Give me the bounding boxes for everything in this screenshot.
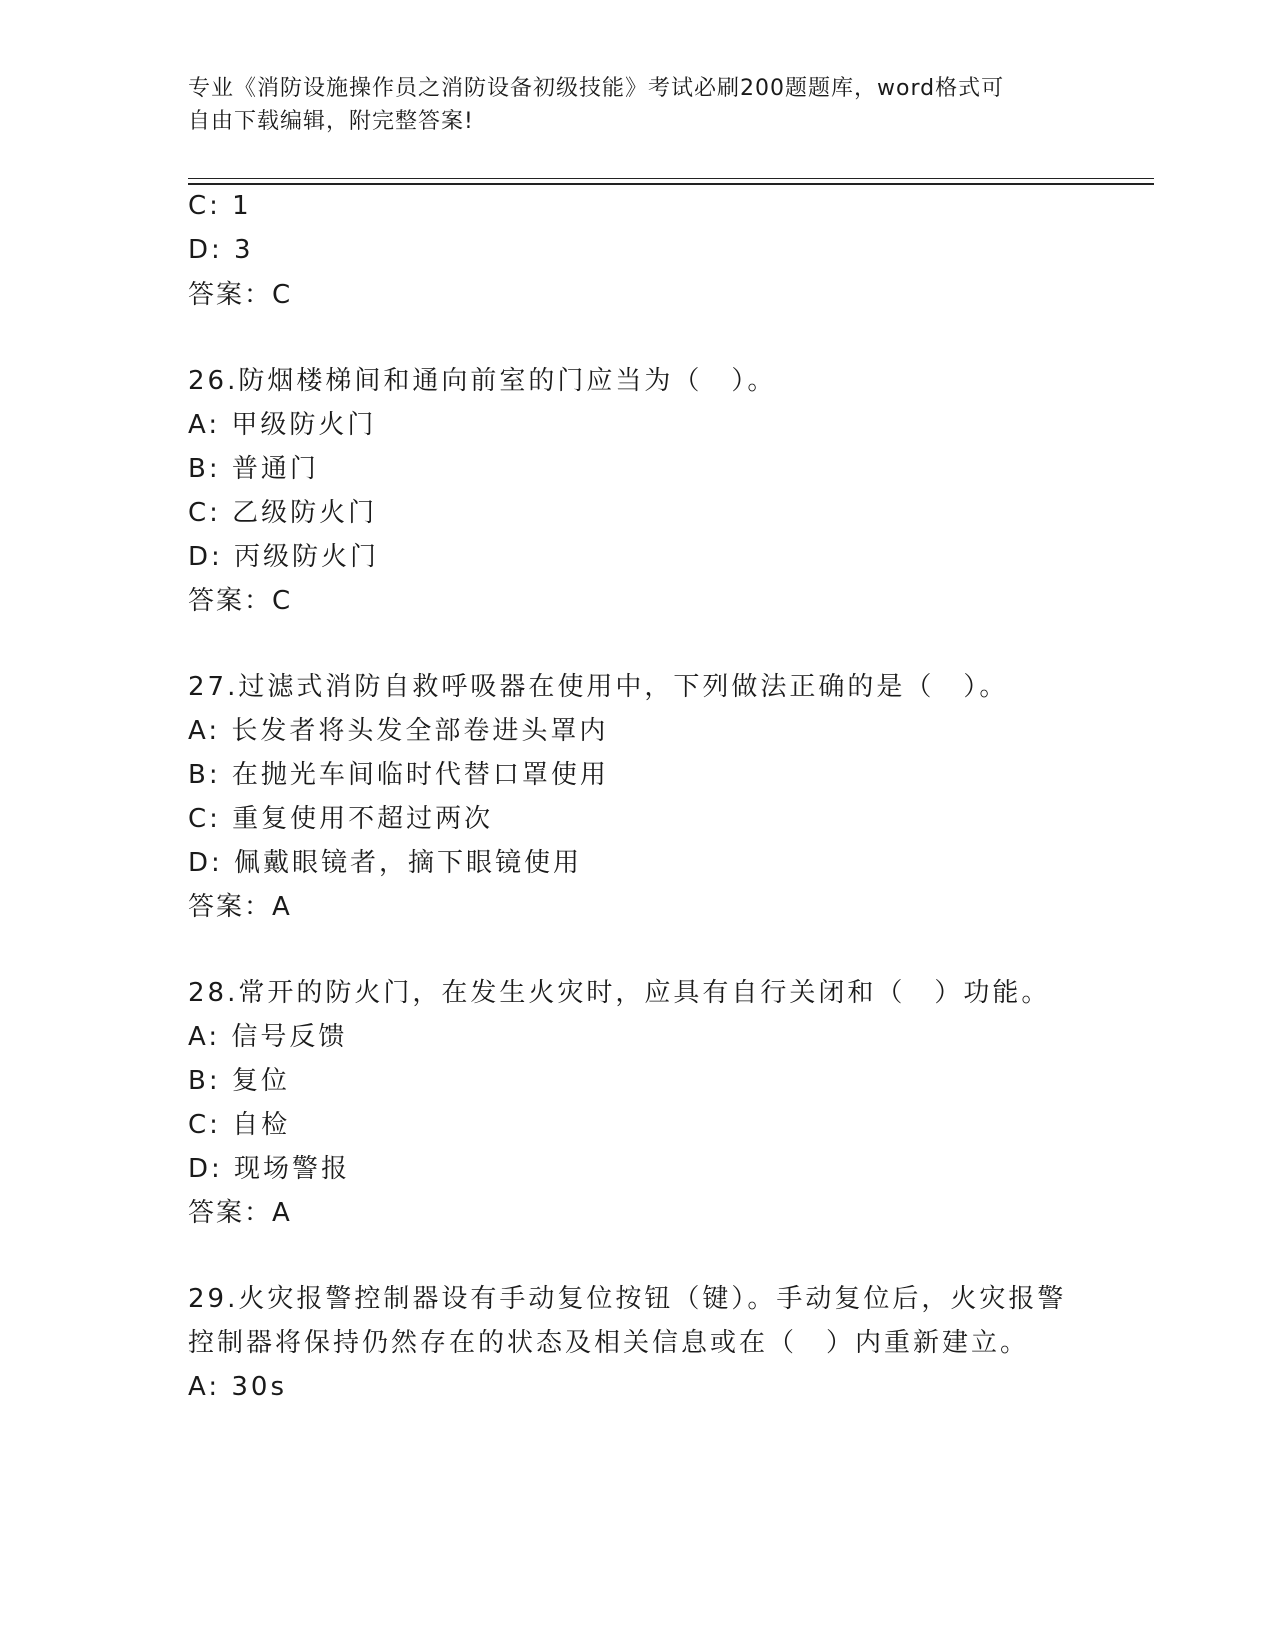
q29-stem-line-1: 29.火灾报警控制器设有手动复位按钮（键）。手动复位后，火灾报警 — [188, 1284, 1067, 1314]
q27-answer: 答案：A — [188, 892, 292, 922]
header-divider-thick — [188, 183, 1154, 185]
q27-option-d: D: 佩戴眼镜者，摘下眼镜使用 — [188, 848, 583, 878]
q27-option-c: C: 重复使用不超过两次 — [188, 804, 494, 834]
q26-answer: 答案：C — [188, 586, 293, 616]
header-line-2: 自由下载编辑，附完整答案! — [188, 109, 474, 134]
document-header — [188, 72, 1088, 138]
q27-option-b: B: 在抛光车间临时代替口罩使用 — [188, 760, 609, 790]
q26-option-a: A: 甲级防火门 — [188, 410, 377, 440]
q26-option-c: C: 乙级防火门 — [188, 498, 378, 528]
prev-option-d: D: 3 — [188, 235, 254, 265]
q29-stem-line-2: 控制器将保持仍然存在的状态及相关信息或在（ ）内重新建立。 — [188, 1328, 1030, 1358]
prev-option-c: C: 1 — [188, 191, 252, 221]
prev-answer: 答案：C — [188, 280, 293, 310]
q28-option-a: A: 信号反馈 — [188, 1022, 348, 1052]
header-divider-thin — [188, 178, 1154, 179]
q28-option-c: C: 自检 — [188, 1110, 291, 1140]
q27-stem: 27.过滤式消防自救呼吸器在使用中，下列做法正确的是（ ）。 — [188, 672, 1009, 702]
q26-option-b: B: 普通门 — [188, 454, 319, 484]
q26-option-d: D: 丙级防火门 — [188, 542, 380, 572]
q29-option-a: A: 30s — [188, 1372, 287, 1402]
q26-stem: 26.防烟楼梯间和通向前室的门应当为（ ）。 — [188, 366, 777, 396]
q27-option-a: A: 长发者将头发全部卷进头罩内 — [188, 716, 609, 746]
header-line-1: 专业《消防设施操作员之消防设备初级技能》考试必刷200题题库，word格式可 — [188, 76, 1005, 101]
q28-stem: 28.常开的防火门，在发生火灾时，应具有自行关闭和（ ）功能。 — [188, 978, 1051, 1008]
q28-option-d: D: 现场警报 — [188, 1154, 351, 1184]
q28-answer: 答案：A — [188, 1198, 292, 1228]
q28-option-b: B: 复位 — [188, 1066, 290, 1096]
